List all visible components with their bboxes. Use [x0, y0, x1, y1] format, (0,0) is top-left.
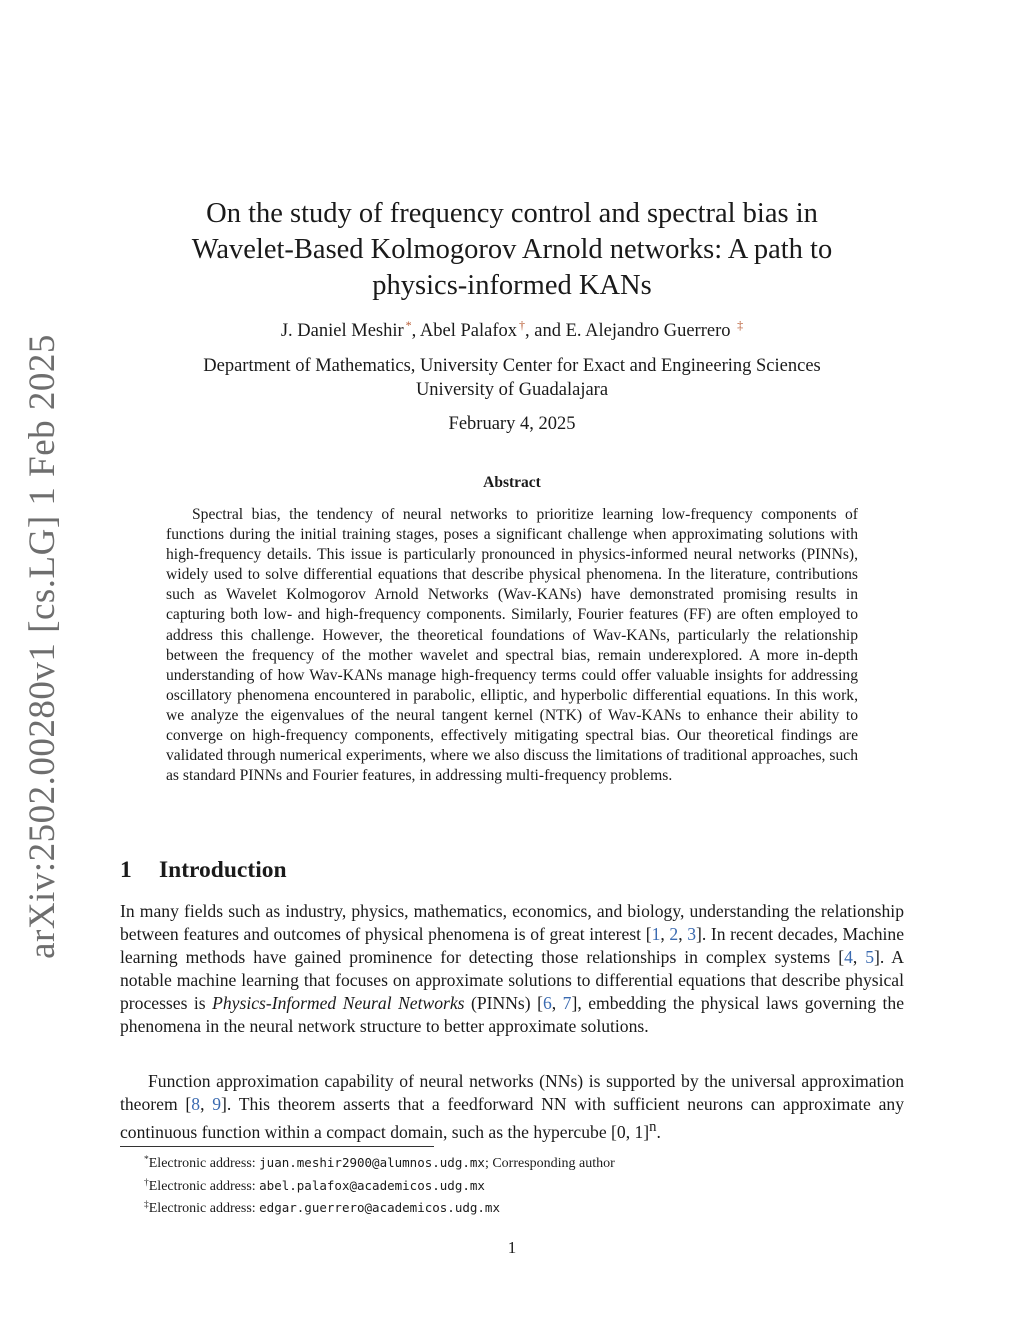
- email-link[interactable]: edgar.guerrero@academicos.udg.mx: [259, 1200, 500, 1215]
- text-run: ,: [660, 923, 670, 944]
- footnotes: [120, 1151, 904, 1219]
- page-number: 1: [507, 1238, 517, 1257]
- text-run: ,: [852, 946, 866, 967]
- text-run: ,: [551, 992, 563, 1013]
- citation-link[interactable]: 1: [651, 923, 661, 944]
- title-line-2: Wavelet-Based Kolmogorov Arnold networks: A path to: [191, 234, 833, 265]
- section-heading-introduction: [120, 855, 287, 885]
- affiliation-line-1: Department of Mathematics, University Center for Exact and Engineering Sciences: [203, 356, 821, 376]
- text-run: (PINNs) [: [464, 992, 543, 1013]
- abstract-heading: Abstract: [483, 474, 541, 491]
- text-run: ,: [678, 923, 688, 944]
- footnote-suffix: ; Corresponding author: [484, 1156, 615, 1171]
- footnote-mark-link-1[interactable]: *: [405, 318, 412, 332]
- footnote-label: Electronic address:: [148, 1156, 260, 1171]
- title-line-1: On the study of frequency control and spectral bias in: [206, 198, 818, 229]
- footnote-1: [120, 1151, 904, 1174]
- text-run: Function approximation capability of neural networks (NNs) is supported by the universal approximation theorem [: [120, 1071, 904, 1114]
- citation-link[interactable]: 7: [562, 992, 572, 1013]
- text-run: ,: [200, 1093, 213, 1114]
- citation-link[interactable]: 3: [687, 923, 697, 944]
- author-separator: , and: [525, 321, 561, 341]
- affiliation: [120, 354, 904, 402]
- section-number: 1: [120, 857, 132, 883]
- intro-paragraph-2: [120, 1070, 904, 1144]
- footnote-divider: [120, 1146, 434, 1147]
- footnote-mark: †: [144, 1177, 149, 1188]
- citation-link[interactable]: 5: [865, 946, 875, 967]
- section-title: Introduction: [159, 857, 287, 883]
- footnote-mark: ‡: [144, 1200, 149, 1210]
- text-run: ], embedding the physical laws governing the phenomena in the neural network structure to better approximate solutions.: [120, 992, 905, 1036]
- math-hypercube: [0, 1]: [611, 1121, 650, 1142]
- abstract-text: Spectral bias, the tendency of neural networks to prioritize learning low-frequency components of functions during the initial training stages, poses a significant challenge when approximating solutions with high-frequency details. This issue is particularly pronounced in physics-informed neural networks (PINNs), widely used to solve differential equations that describe physical phenomena. In the literature, contributions such as Wavelet Kolmogorov Arnold Networks (Wav-KANs) have demonstrated promising results in capturing both low- and high-frequency components. Similarly, Fourier features (FF) are often employed to address this challenge. However, the theoretical foundations of Wav-KANs, particularly the relationship between the frequency of the mother wavelet and spectral bias, remain underexplored. A more in-depth understanding of how Wav-KANs manage high-frequency terms could offer valuable insights for addressing oscillatory phenomena encountered in parabolic, elliptic, and hyperbolic differential equations. In this work, we analyze the eigenvalues of the neural tangent kernel (NTK) of Wav-KANs to enhance their ability to converge on high-frequency components, effectively mitigating spectral bias. Our theoretical findings are validated through numerical experiments, where we also discuss the limitations of traditional approaches, such as standard PINNs and Fourier features, in addressing multi-frequency problems.: [166, 506, 858, 785]
- footnote-label: Electronic address:: [148, 1201, 260, 1216]
- text-run: ]. A notable machine learning that focuses on approximate solutions to differential equations that describe physical processes is: [120, 946, 905, 1013]
- arxiv-identifier-text: arXiv:2502.00280v1 [cs.LG] 1 Feb 2025: [21, 333, 63, 959]
- citation-link[interactable]: 9: [212, 1093, 222, 1114]
- intro-paragraph-1: [120, 900, 904, 1037]
- footnote-label: Electronic address:: [148, 1178, 260, 1194]
- text-run: ]. In recent decades, Machine learning methods have gained prominence for detecting those relationships in complex systems [: [120, 923, 905, 967]
- author-separator: ,: [411, 321, 417, 341]
- footnote-mark-link-3[interactable]: ‡: [737, 318, 744, 332]
- arxiv-identifier-stamp: [21, 333, 63, 959]
- text-run: In many fields such as industry, physics, mathematics, economics, and biology, understanding the relationship between features and outcomes of physical phenomena is of great interest [: [120, 901, 904, 944]
- publication-date: February 4, 2025: [448, 414, 576, 434]
- affiliation-line-2: University of Guadalajara: [415, 380, 609, 400]
- text-run: .: [656, 1121, 661, 1142]
- emphasized-term: Physics-Informed Neural Networks: [212, 992, 465, 1013]
- author-meshir: J. Daniel Meshir: [280, 321, 404, 341]
- citation-link[interactable]: 2: [669, 923, 679, 944]
- text-run: ]. This theorem asserts that a feedforward NN with sufficient neurons can approximate any continuous function within a compact domain, such as the hypercube: [120, 1093, 904, 1142]
- footnote-2: [120, 1174, 904, 1197]
- footnote-mark-link-2[interactable]: †: [519, 318, 526, 332]
- title-line-3: physics-informed KANs: [372, 270, 652, 301]
- footnote-mark: *: [144, 1155, 149, 1165]
- email-link[interactable]: juan.meshir2900@alumnos.udg.mx: [259, 1155, 485, 1170]
- paper-title: [120, 196, 904, 304]
- author-palafox: Abel Palafox: [419, 321, 518, 341]
- author-list: [120, 312, 904, 344]
- math-exponent: n: [649, 1118, 657, 1135]
- email-link[interactable]: abel.palafox@academicos.udg.mx: [259, 1177, 485, 1193]
- citation-link[interactable]: 6: [542, 992, 552, 1013]
- citation-link[interactable]: 8: [191, 1093, 201, 1114]
- author-guerrero: E. Alejandro Guerrero: [565, 321, 731, 341]
- citation-link[interactable]: 4: [844, 946, 853, 967]
- footnote-3: [120, 1196, 904, 1219]
